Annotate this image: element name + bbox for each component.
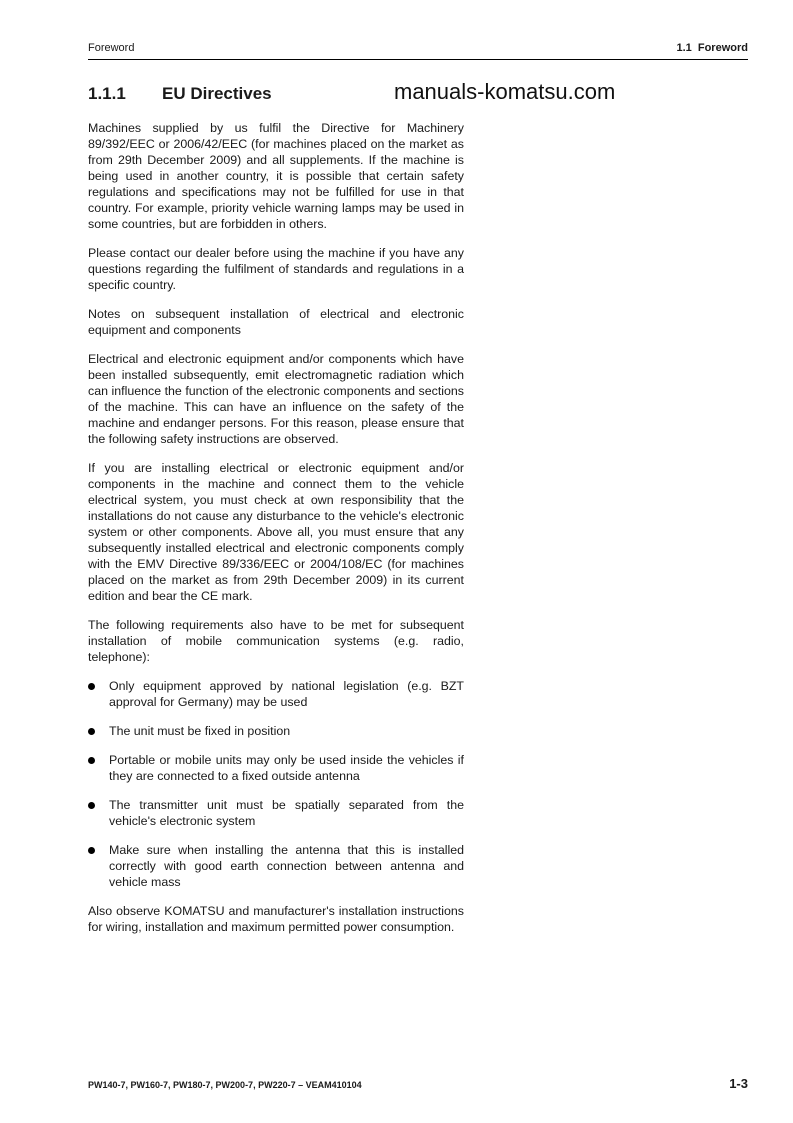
list-item-text: The transmitter unit must be spatially separated from the vehicle's electronic system — [109, 798, 464, 828]
header-section: 1.1 Foreword — [676, 42, 748, 54]
requirements-list — [88, 678, 464, 890]
bullet-icon — [88, 757, 95, 764]
list-item-text: Make sure when installing the antenna that this is installed correctly with good earth connection between antenna and vehicle mass — [109, 843, 464, 889]
list-item-text: The unit must be fixed in position — [109, 724, 291, 738]
page-number: 1-3 — [729, 1076, 748, 1091]
watermark: manuals-komatsu.com — [394, 79, 616, 104]
paragraph: Electrical and electronic equipment and/or components which have been installed subsequently, emit electromagnetic radiation which can influence the function of the electronic components and sections of the machine. This can have an influence on the safety of the machine and endanger persons. For this reason, please ensure that the following safety instructions are observed. — [88, 352, 464, 446]
section-title: EU Directives — [162, 84, 272, 103]
paragraph: Machines supplied by us fulfil the Directive for Machinery 89/392/EEC or 2006/42/EEC (for machines placed on the market as from 29th December 2009) and all supplements. If the machine is being used in another country, it is possible that certain safety regulations and specifications may not be fulfilled for use in that country. For example, priority vehicle warning lamps may be used in some countries, but are forbidden in others. — [88, 121, 464, 231]
list-item-text: Portable or mobile units may only be used inside the vehicles if they are connected to a fixed outside antenna — [109, 753, 464, 783]
section-heading — [88, 84, 272, 104]
paragraph: Notes on subsequent installation of electrical and electronic equipment and components — [88, 307, 464, 337]
paragraph: If you are installing electrical or electronic equipment and/or components in the machine and connect them to the vehicle electrical system, you must check at own responsibility that the installations do not cause any disturbance to the vehicle's electronic system or other components. Above all, you must ensure that any subsequently installed electrical and electronic components comply with the EMV Directive 89/336/EEC or 2004/108/EC (for machines placed on the market as from 29th December 2009) in its current edition and bear the CE mark. — [88, 461, 464, 603]
closing-paragraph: Also observe KOMATSU and manufacturer's installation instructions for wiring, installation and maximum permitted power consumption. — [88, 904, 464, 934]
paragraph: Please contact our dealer before using the machine if you have any questions regarding the fulfilment of standards and regulations in a specific country. — [88, 246, 464, 292]
bullet-icon — [88, 728, 95, 735]
paragraph: The following requirements also have to be met for subsequent installation of mobile communication systems (e.g. radio, telephone): — [88, 618, 464, 664]
list-item-text: Only equipment approved by national legislation (e.g. BZT approval for Germany) may be used — [109, 679, 464, 709]
footer-models: PW140-7, PW160-7, PW180-7, PW200-7, PW220-7 – VEAM410104 — [88, 1080, 362, 1090]
header-divider — [88, 59, 748, 60]
section-number: 1.1.1 — [88, 84, 126, 103]
bullet-icon — [88, 847, 95, 854]
list-item — [88, 678, 464, 710]
list-item — [88, 842, 464, 890]
bullet-icon — [88, 683, 95, 690]
header-chapter: Foreword — [88, 42, 135, 54]
list-item — [88, 723, 464, 739]
list-item — [88, 797, 464, 829]
body-text — [88, 120, 464, 948]
bullet-icon — [88, 802, 95, 809]
list-item — [88, 752, 464, 784]
